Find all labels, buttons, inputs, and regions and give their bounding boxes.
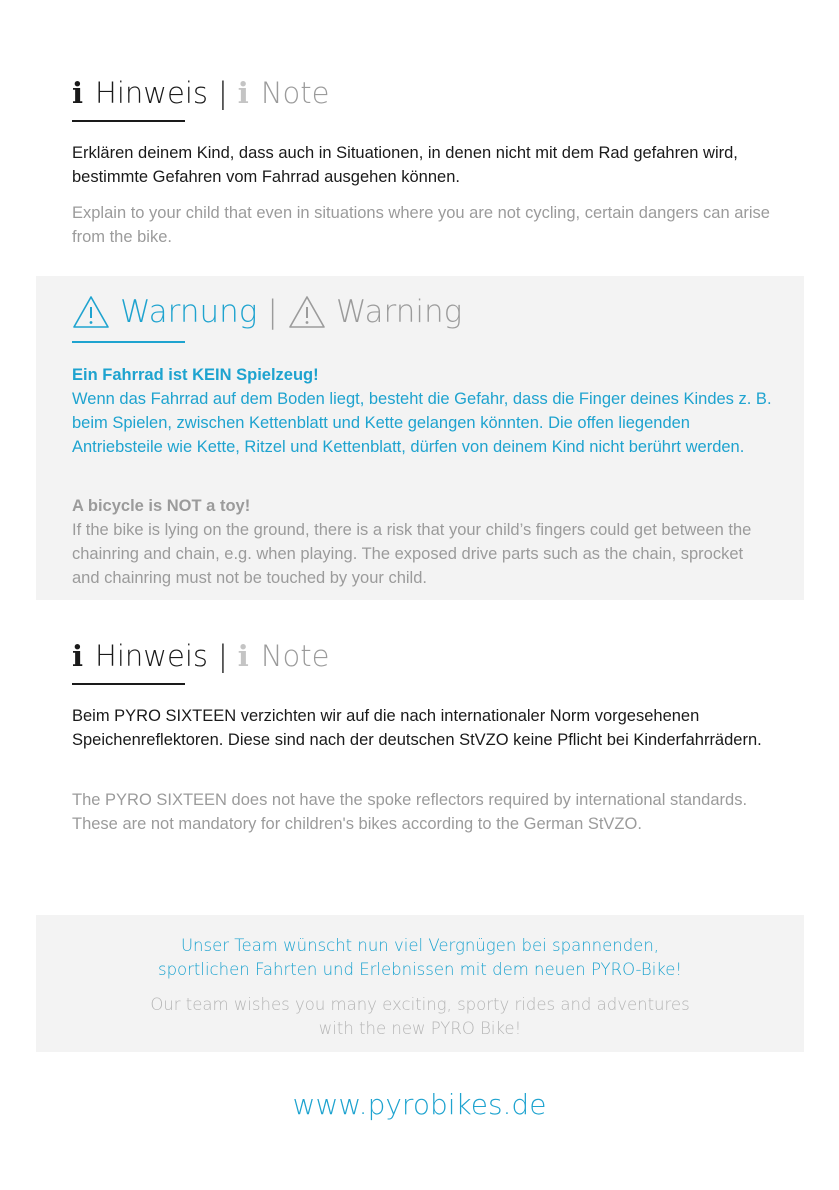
closing-line2-en: with the new PYRO Bike! <box>318 1019 522 1038</box>
warning-icon <box>288 295 326 329</box>
closing-line2-de: sportlichen Fahrten und Erlebnissen mit dem neuen PYRO-Bike! <box>157 960 683 979</box>
warning-text-de: Wenn das Fahrrad auf dem Boden liegt, besteht die Gefahr, dass die Finger deines Kindes z. B. beim Spielen, zwischen Kettenblatt und Kette gelangen könnten. Die offen liegenden Antriebsteile wie Kette, Ritzel und Kettenblatt, dürfen von deinem Kind nicht berührt werden. <box>72 390 772 456</box>
note-text-de: Beim PYRO SIXTEEN verzichten wir auf die nach internationaler Norm vorgesehenen Speichenreflektoren. Diese sind nach der deutschen StVZO keine Pflicht bei Kinderfahrrädern. <box>72 707 762 749</box>
warning-title-de: Warnung <box>120 294 258 330</box>
heading-underline <box>72 683 185 685</box>
info-icon: i <box>72 76 84 110</box>
warning-bold-en: A bicycle is NOT a toy! <box>72 497 251 515</box>
info-icon: i <box>72 639 84 673</box>
warning-icon <box>72 295 110 329</box>
note-title-de: Hinweis <box>95 639 209 673</box>
info-icon: i <box>237 639 249 673</box>
warning-text-en-block <box>72 494 772 590</box>
note-text-en: The PYRO SIXTEEN does not have the spoke reflectors required by international standards. These are not mandatory for children's bikes according to the German StVZO. <box>72 791 748 833</box>
closing-line1-en: Our team wishes you many exciting, sporty rides and adventures <box>150 995 690 1014</box>
heading-underline <box>72 120 185 122</box>
note-title-en: Note <box>260 639 330 673</box>
title-separator: | <box>218 639 228 673</box>
note-heading <box>72 639 329 673</box>
closing-panel <box>36 915 804 1052</box>
warning-text-de-block <box>72 363 772 459</box>
note-title-de: Hinweis <box>95 76 209 110</box>
warning-heading <box>72 294 462 330</box>
website-url: www.pyrobikes.de <box>292 1088 547 1121</box>
closing-line1-de: Unser Team wünscht nun viel Vergnügen bei spannenden, <box>180 936 660 955</box>
info-icon: i <box>237 76 249 110</box>
heading-underline <box>72 341 185 343</box>
note-text-en: Explain to your child that even in situations where you are not cycling, certain dangers can arise from the bike. <box>72 204 770 246</box>
title-separator: | <box>218 76 228 110</box>
note-heading <box>72 76 329 110</box>
note-title-en: Note <box>260 76 330 110</box>
warning-title-en: Warning <box>335 294 463 330</box>
note-text-de: Erklären deinem Kind, dass auch in Situationen, in denen nicht mit dem Rad gefahren wird, bestimmte Gefahren vom Fahrrad ausgehen können. <box>72 144 738 186</box>
warning-bold-de: Ein Fahrrad ist KEIN Spielzeug! <box>72 366 319 384</box>
title-separator: | <box>267 294 278 330</box>
warning-text-en: If the bike is lying on the ground, there is a risk that your child’s fingers could get between the chainring and chain, e.g. when playing. The exposed drive parts such as the chain, sprocket and chainring must not be touched by your child. <box>72 521 752 587</box>
